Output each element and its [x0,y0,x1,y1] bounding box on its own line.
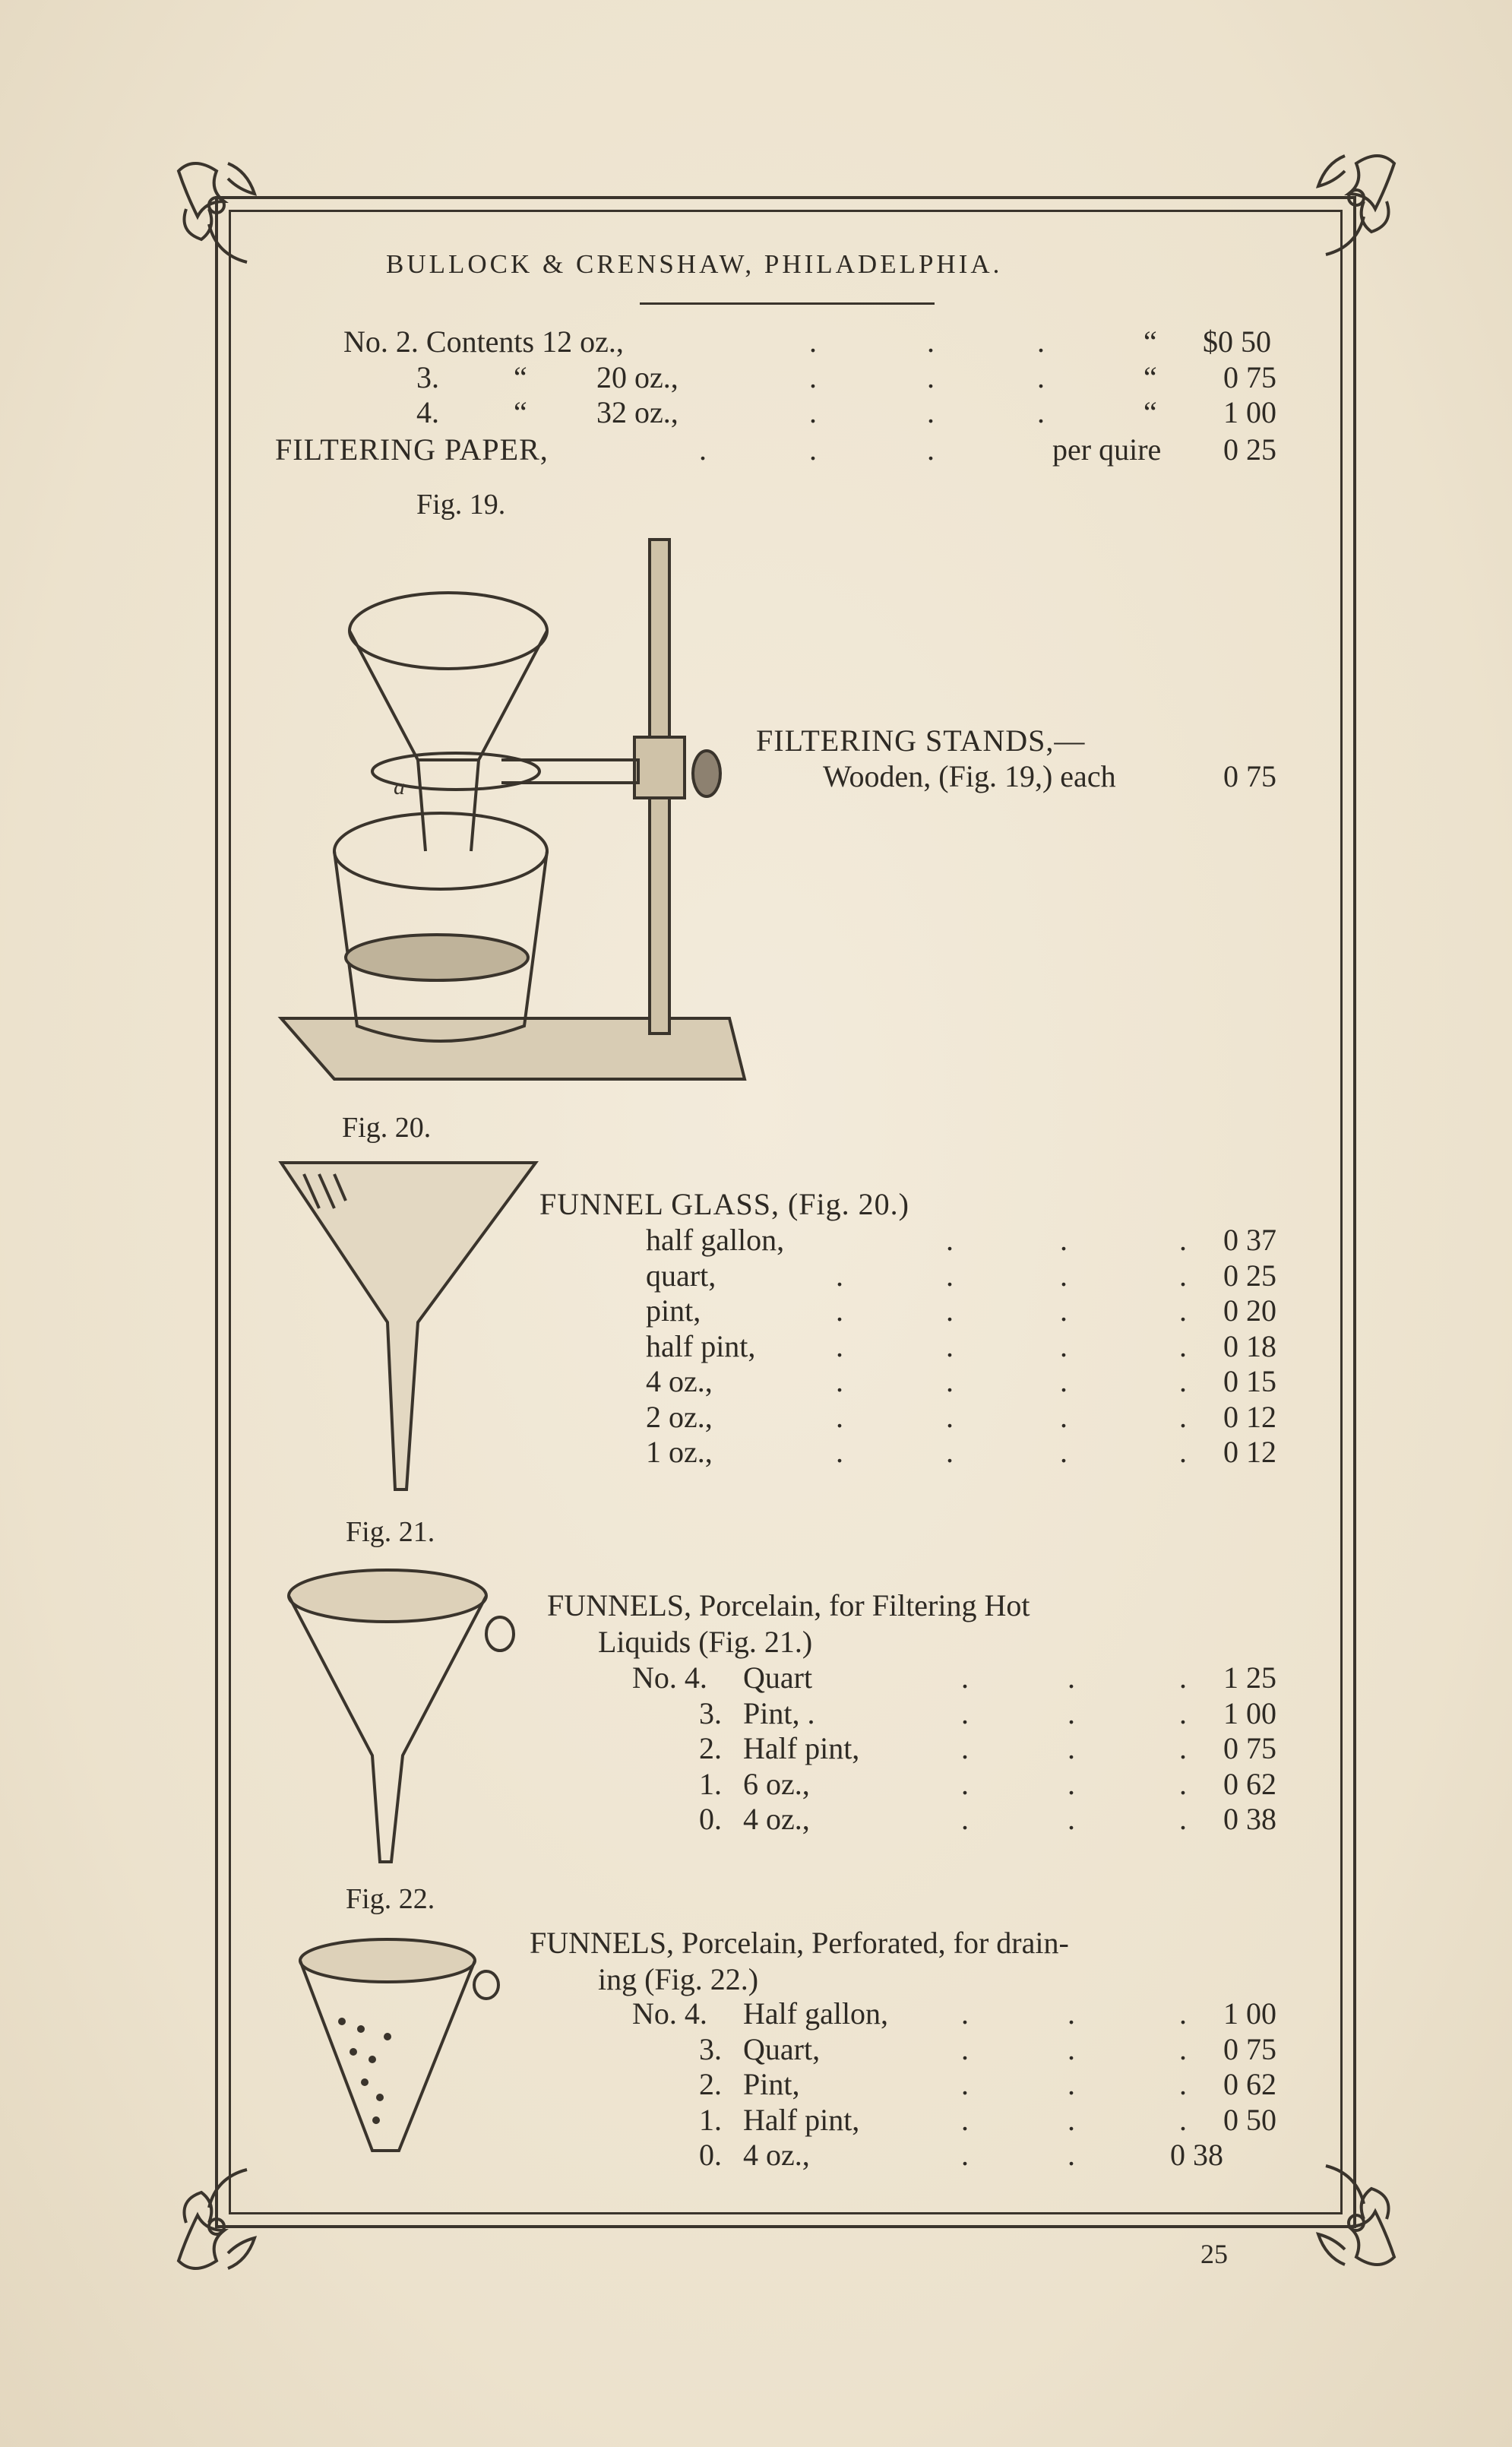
porcelain-perforated-price: 0 62 [1223,2067,1276,2101]
porcelain-perforated-size: Pint, [743,2067,800,2101]
leader-dot: . [1179,1802,1187,1836]
leader-dot: . [809,324,817,359]
fleur-de-lis-corner-ornament [163,2154,293,2284]
funnel-glass-size: pint, [646,1293,701,1328]
leader-dot: . [1179,1364,1187,1398]
funnel-glass-size: 2 oz., [646,1399,713,1434]
leader-dot: . [1068,2067,1075,2101]
leader-dot: . [1068,1731,1075,1765]
leader-dot: . [809,432,817,467]
fleur-de-lis-corner-ornament [163,148,293,277]
porcelain-hot-number: 3. [699,1695,722,1730]
leader-dot: . [1179,1223,1187,1257]
leader-dot: . [699,432,707,467]
porcelain-perforated-number: 2. [699,2067,722,2101]
leader-dot: . [1068,1996,1075,2031]
fleur-de-lis-corner-ornament [1280,141,1409,270]
porcelain-hot-number: 1. [699,1766,722,1801]
leader-dot: . [1179,1996,1187,2031]
leader-dot: . [1037,324,1045,359]
porcelain-hot-price: 1 00 [1223,1695,1276,1730]
leader-dot: . [1068,1660,1075,1695]
contents-row-2-ditto: “ [514,360,527,394]
leader-dot: . [961,1731,969,1765]
funnel-glass-price: 0 15 [1223,1364,1276,1398]
leader-dot: . [927,324,935,359]
funnel-glass-price: 0 12 [1223,1435,1276,1469]
porcelain-hot-size: Half pint, [743,1731,860,1765]
fig-19-marker-a: a [394,774,405,799]
contents-row-1-label: No. 2. Contents 12 oz., [343,324,624,359]
leader-dot: . [961,1660,969,1695]
funnel-glass-price: 0 20 [1223,1293,1276,1328]
filtering-stands-title: FILTERING STANDS,— [756,723,1086,758]
porcelain-hot-price: 1 25 [1223,1660,1276,1695]
contents-row-2-unit: “ [1143,360,1157,394]
contents-row-3-no: 4. [416,395,439,429]
porcelain-hot-price: 0 62 [1223,1766,1276,1801]
fig-20-caption: Fig. 20. [342,1112,432,1144]
leader-dot: . [836,1293,843,1328]
leader-dot: . [927,432,935,467]
leader-dot: . [1060,1223,1068,1257]
leader-dot: . [946,1399,954,1434]
leader-dot: . [1068,2138,1075,2172]
leader-dot: . [961,2031,969,2066]
porcelain-hot-size: Quart [743,1660,813,1695]
leader-dot: . [809,395,817,429]
contents-row-3-price: 1 00 [1223,395,1276,429]
funnel-glass-price: 0 12 [1223,1399,1276,1434]
porcelain-perforated-number: 3. [699,2031,722,2066]
leader-dot: . [961,2138,969,2172]
funnel-glass-size: 4 oz., [646,1364,713,1398]
perforated-funnel-illustration [296,1938,509,2158]
leader-dot: . [1179,1258,1187,1293]
contents-row-3-ditto: “ [514,395,527,429]
porcelain-perforated-number: 1. [699,2102,722,2137]
porcelain-perforated-price: 0 75 [1223,2031,1276,2066]
contents-row-1-price: $0 50 [1203,324,1271,359]
funnel-glass-size: quart, [646,1258,716,1293]
contents-row-2-label: 20 oz., [596,360,679,394]
porcelain-hot-size: Pint, . [743,1695,815,1730]
leader-dot: . [946,1258,954,1293]
porcelain-hot-number: 2. [699,1731,722,1765]
fig-22-caption: Fig. 22. [346,1883,435,1915]
porcelain-hot-title-cont: Liquids (Fig. 21.) [598,1625,813,1659]
porcelain-perforated-number: No. 4. [632,1996,707,2031]
contents-row-3-label: 32 oz., [596,395,679,429]
leader-dot: . [961,1695,969,1730]
filtering-stands-line: Wooden, (Fig. 19,) each [823,759,1116,793]
porcelain-perforated-number: 0. [699,2138,722,2172]
leader-dot: . [1068,2102,1075,2137]
leader-dot: . [946,1435,954,1469]
leader-dot: . [809,360,817,394]
leader-dot: . [927,395,935,429]
leader-dot: . [1068,1802,1075,1836]
porcelain-perforated-size: 4 oz., [743,2138,810,2172]
leader-dot: . [1060,1435,1068,1469]
leader-dot: . [1179,1435,1187,1469]
leader-dot: . [1060,1399,1068,1434]
glass-funnel-illustration [274,1155,547,1497]
porcelain-hot-price: 0 75 [1223,1731,1276,1765]
porcelain-perforated-size: Half gallon, [743,1996,889,2031]
porcelain-funnel-illustration [281,1565,524,1869]
porcelain-perforated-price: 0 50 [1223,2102,1276,2137]
leader-dot: . [1179,1399,1187,1434]
leader-dot: . [1068,1766,1075,1801]
leader-dot: . [961,2102,969,2137]
leader-dot: . [1060,1258,1068,1293]
leader-dot: . [1179,2067,1187,2101]
porcelain-perforated-title: FUNNELS, Porcelain, Perforated, for drain- [530,1926,1069,1960]
leader-dot: . [836,1258,843,1293]
leader-dot: . [1179,1731,1187,1765]
funnel-glass-size: 1 oz., [646,1435,713,1469]
leader-dot: . [927,360,935,394]
porcelain-hot-title: FUNNELS, Porcelain, for Filtering Hot [547,1588,1030,1622]
filtering-stands-price: 0 75 [1223,759,1276,793]
leader-dot: . [1179,1695,1187,1730]
leader-dot: . [836,1364,843,1398]
running-header: BULLOCK & CRENSHAW, PHILADELPHIA. [386,249,1003,279]
leader-dot: . [1037,360,1045,394]
filtering-paper-unit: per quire [1052,432,1162,467]
porcelain-perforated-size: Half pint, [743,2102,860,2137]
leader-dot: . [1060,1364,1068,1398]
header-rule [640,302,935,305]
leader-dot: . [1179,1660,1187,1695]
funnel-glass-size: half pint, [646,1328,756,1363]
leader-dot: . [961,1802,969,1836]
filtering-paper-label: FILTERING PAPER, [275,432,549,467]
fig-21-caption: Fig. 21. [346,1516,435,1548]
leader-dot: . [946,1364,954,1398]
leader-dot: . [1060,1328,1068,1363]
leader-dot: . [836,1399,843,1434]
leader-dot: . [1068,1695,1075,1730]
porcelain-hot-number: 0. [699,1802,722,1836]
leader-dot: . [1068,2031,1075,2066]
porcelain-hot-price: 0 38 [1223,1802,1276,1836]
contents-row-2-price: 0 75 [1223,360,1276,394]
contents-row-3-unit: “ [1143,395,1157,429]
contents-row-2-no: 3. [416,360,439,394]
funnel-glass-size: half gallon, [646,1223,785,1257]
leader-dot: . [946,1223,954,1257]
funnel-glass-price: 0 25 [1223,1258,1276,1293]
leader-dot: . [961,1766,969,1801]
porcelain-perforated-title-cont: ing (Fig. 22.) [598,1962,759,1996]
leader-dot: . [1037,395,1045,429]
fig-19-caption: Fig. 19. [416,489,506,521]
leader-dot: . [836,1328,843,1363]
leader-dot: . [1179,2031,1187,2066]
leader-dot: . [961,2067,969,2101]
leader-dot: . [1060,1293,1068,1328]
leader-dot: . [1179,1293,1187,1328]
funnel-glass-price: 0 18 [1223,1328,1276,1363]
fleur-de-lis-corner-ornament [1280,2151,1409,2280]
leader-dot: . [946,1293,954,1328]
leader-dot: . [1179,2102,1187,2137]
filtering-stand-illustration [274,532,760,1094]
funnel-glass-title: FUNNEL GLASS, (Fig. 20.) [539,1187,909,1221]
leader-dot: . [946,1328,954,1363]
contents-row-1-ditto: “ [1143,324,1157,359]
leader-dot: . [836,1435,843,1469]
porcelain-hot-size: 6 oz., [743,1766,810,1801]
filtering-paper-price: 0 25 [1223,432,1276,467]
porcelain-hot-number: No. 4. [632,1660,707,1695]
leader-dot: . [1179,1328,1187,1363]
leader-dot: . [961,1996,969,2031]
porcelain-perforated-price: 0 38 [1170,2138,1223,2172]
porcelain-perforated-size: Quart, [743,2031,821,2066]
leader-dot: . [1179,1766,1187,1801]
porcelain-hot-size: 4 oz., [743,1802,810,1836]
porcelain-perforated-price: 1 00 [1223,1996,1276,2031]
page-number: 25 [1200,2239,1228,2269]
funnel-glass-price: 0 37 [1223,1223,1276,1257]
